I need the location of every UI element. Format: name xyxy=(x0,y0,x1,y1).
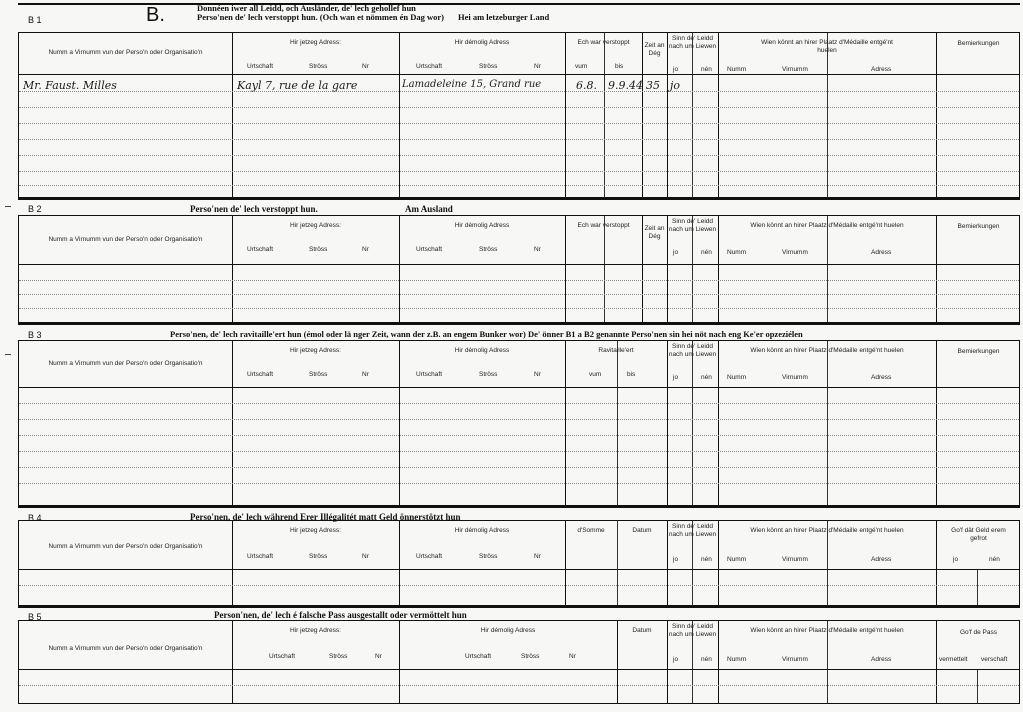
b5-table xyxy=(18,620,1020,704)
header-former-address: Hir démolig Adress xyxy=(454,222,510,229)
sub-place: Urtschaft xyxy=(269,653,296,660)
sub-street: Ströss xyxy=(479,371,498,378)
header-date: Datum xyxy=(632,627,652,634)
header-medal: Wien könnt an hirer Plaatz d'Médaille entgé'nt huelen xyxy=(750,347,904,354)
entry-days: 35 xyxy=(646,79,660,92)
sub-addr: Adress xyxy=(871,656,892,663)
section-title: Perso'nen, de' lech während Erer Illégalitét matt Geld önnerstötzt hun xyxy=(190,512,461,522)
sub-place: Urtschaft xyxy=(247,553,274,560)
margin-mark xyxy=(5,354,11,355)
sub-addr: Adress xyxy=(871,374,892,381)
sub-nr: Nr xyxy=(534,246,541,253)
title-region: Am Ausland xyxy=(405,204,453,214)
form-letter: B. xyxy=(146,4,165,26)
sub-name: Numm xyxy=(727,656,747,663)
header-money-requested: Go'f dät Geld erem gefrot xyxy=(951,527,1006,542)
header-former-address: Hir démolig Adress xyxy=(454,527,510,534)
b3-table xyxy=(18,340,1020,506)
b1-table xyxy=(18,32,1020,198)
sub-first: Virnumm xyxy=(782,249,808,256)
header-name: Numm a Virnumm vun der Perso'n oder Organisatio'n xyxy=(48,645,203,652)
b4-table xyxy=(18,520,1020,606)
sub-yes: jo xyxy=(673,556,679,563)
sub-no: nén xyxy=(701,374,712,381)
sub-street: Ströss xyxy=(309,63,328,70)
header-living: Sinn de' Leidd nach um Liewen xyxy=(668,35,717,50)
sub-from: vum xyxy=(575,63,588,70)
header-remarks: Bemierkungen xyxy=(957,223,1000,230)
sub-nr: Nr xyxy=(362,553,369,560)
section-title: Perso'nen, de' lech ravitaille'ert hun (émol oder lä nger Zeit, wann der z.B. an engem Bunker wor) De' önner B1 a B2 genannte Perso'nen sin hei nöt nach eng Ke'er opzeziélen xyxy=(170,329,803,339)
sub-first: Virnumm xyxy=(782,374,808,381)
section-label: B 3 xyxy=(28,330,42,340)
section-b2 xyxy=(18,198,1020,214)
header-living: Sinn de' Leidd nach um Liewen xyxy=(668,623,717,638)
sub-to: bis xyxy=(627,371,636,378)
margin-mark xyxy=(5,206,11,207)
entry-former-address: Lamadeleine 15, Grand rue xyxy=(402,79,542,90)
sub-name: Numm xyxy=(727,556,747,563)
sub-nr: Nr xyxy=(362,371,369,378)
header-living: Sinn de' Leidd nach um Liewen xyxy=(668,218,717,233)
section-b4 xyxy=(18,506,1020,523)
sub-street: Ströss xyxy=(309,371,328,378)
b2-table xyxy=(18,215,1020,323)
sub-place: Urtschaft xyxy=(416,63,443,70)
header-pass: Go'f de Pass xyxy=(959,629,997,636)
section-label: B 4 xyxy=(28,513,42,523)
entry-to: 9.9.44 xyxy=(608,79,643,92)
section-b3 xyxy=(18,323,1020,340)
header-hidden: Ech war verstoppt xyxy=(577,222,630,229)
header-remarks: Bemierkungen xyxy=(957,40,1000,47)
sub-street: Ströss xyxy=(479,246,498,253)
sub-no: nén xyxy=(989,556,1000,563)
entry-living: jo xyxy=(670,79,681,92)
sub-name: Numm xyxy=(727,249,747,256)
header-name: Numm a Virnumm vun der Perso'n oder Organisatio'n xyxy=(48,360,203,367)
header-current-address: Hir jetzeg Adress: xyxy=(290,347,341,354)
sub-nr: Nr xyxy=(534,63,541,70)
sub-place: Urtschaft xyxy=(416,371,443,378)
sub-first: Virnumm xyxy=(782,66,808,73)
sub-place: Urtschaft xyxy=(465,653,492,660)
sub-from: vum xyxy=(589,371,602,378)
entry-current-address: Kayl 7, rue de la gare xyxy=(237,79,358,92)
header-medal: Wien könnt an hirer Plaatz d'Médaille entgé'nt huelen xyxy=(761,39,893,54)
header-current-address: Hir jetzeg Adress: xyxy=(290,222,341,229)
title-line-2: Perso'nen de' lech verstoppt hun. (Och wan et nömmen én Dag wor) Hei am letzeburger Land xyxy=(197,12,550,22)
sub-nr: Nr xyxy=(534,371,541,378)
sub-name: Numm xyxy=(727,374,747,381)
sub-yes: jo xyxy=(673,66,679,73)
entry-from: 6.8. xyxy=(576,79,597,92)
header-days: Zeit an Dég xyxy=(644,225,665,240)
sub-no: nén xyxy=(701,249,712,256)
sub-place: Urtschaft xyxy=(416,553,443,560)
header-name: Numm a Virnumm vun der Perso'n oder Organisatio'n xyxy=(48,236,203,243)
sub-street: Ströss xyxy=(309,246,328,253)
header-living: Sinn de' Leidd nach um Liewen xyxy=(668,523,717,538)
header-current-address: Hir jetzeg Adress: xyxy=(290,627,341,634)
sub-yes: jo xyxy=(673,656,679,663)
header-medal: Wien könnt an hirer Plaatz d'Médaille entgé'nt huelen xyxy=(750,527,904,534)
sub-name: Numm xyxy=(727,66,747,73)
header-date: Datum xyxy=(632,527,652,534)
sub-no: nén xyxy=(701,556,712,563)
section-title: Perso'nen de' lech verstoppt hun. xyxy=(190,204,318,214)
sub-addr: Adress xyxy=(871,556,892,563)
entry-name: Mr. Faust. Milles xyxy=(23,79,117,92)
sub-yes: jo xyxy=(673,249,679,256)
header-days: Zeit an Dég xyxy=(644,42,665,57)
sub-addr: Adress xyxy=(871,249,892,256)
header-current-address: Hir jetzeg Adress: xyxy=(290,527,341,534)
sub-place: Urtschaft xyxy=(416,246,443,253)
header-hidden: Ech war verstoppt xyxy=(577,39,630,46)
section-label: B 5 xyxy=(28,612,42,622)
section-title: Person'nen, de' lech é falsche Pass ausgestallt oder vermöttelt hun xyxy=(214,610,467,620)
sub-to: bis xyxy=(615,63,624,70)
sub-first: Virnumm xyxy=(782,556,808,563)
sub-first: Virnumm xyxy=(782,656,808,663)
sub-street: Ströss xyxy=(479,63,498,70)
title-region: Hei am letzeburger Land xyxy=(457,12,550,22)
sub-yes: jo xyxy=(953,556,959,563)
sub-nr: Nr xyxy=(569,653,576,660)
header-ravitailleert: Ravitaille'ert xyxy=(598,347,634,354)
header-sum: d'Somme xyxy=(577,527,605,534)
sub-made: verschaft xyxy=(981,656,1008,663)
section-title xyxy=(197,4,549,22)
sub-no: nén xyxy=(701,66,712,73)
header-former-address: Hir démolig Adress xyxy=(454,39,510,46)
sub-nr: Nr xyxy=(375,653,382,660)
sub-place: Urtschaft xyxy=(247,371,274,378)
header-medal: Wien könnt an hirer Plaatz d'Médaille entgé'nt huelen xyxy=(750,627,904,634)
sub-street: Ströss xyxy=(329,653,348,660)
sub-place: Urtschaft xyxy=(247,246,274,253)
section-label: B 2 xyxy=(28,204,42,214)
sub-street: Ströss xyxy=(521,653,540,660)
header-current-address: Hir jetzeg Adress: xyxy=(290,39,341,46)
sub-place: Urtschaft xyxy=(247,63,274,70)
header-living: Sinn de' Leidd nach um Liewen xyxy=(668,343,717,358)
section-label: B 1 xyxy=(28,15,42,25)
section-b5 xyxy=(18,606,1020,622)
title-line-1: Donnéen iwer all Leidd, och Ausländer, de' lech gehollef hun xyxy=(197,3,416,13)
sub-street: Ströss xyxy=(309,553,328,560)
header-medal: Wien könnt an hirer Plaatz d'Médaille entgé'nt huelen xyxy=(750,222,904,229)
sub-nr: Nr xyxy=(362,246,369,253)
sub-street: Ströss xyxy=(479,553,498,560)
header-former-address: Hir démolig Adress xyxy=(454,347,510,354)
sub-nr: Nr xyxy=(362,63,369,70)
header-former-address: Hir démolig Adress xyxy=(480,627,536,634)
sub-addr: Adress xyxy=(871,66,892,73)
sub-mediated: vermettelt xyxy=(939,656,968,663)
sub-yes: jo xyxy=(673,374,679,381)
header-name: Numm a Virnumm vun der Perso'n oder Organisatio'n xyxy=(48,543,203,550)
header-name: Numm a Virnumm vun der Perso'n oder Organisatio'n xyxy=(48,49,203,56)
sub-nr: Nr xyxy=(534,553,541,560)
sub-no: nén xyxy=(701,656,712,663)
header-remarks: Bemierkungen xyxy=(957,348,1000,355)
